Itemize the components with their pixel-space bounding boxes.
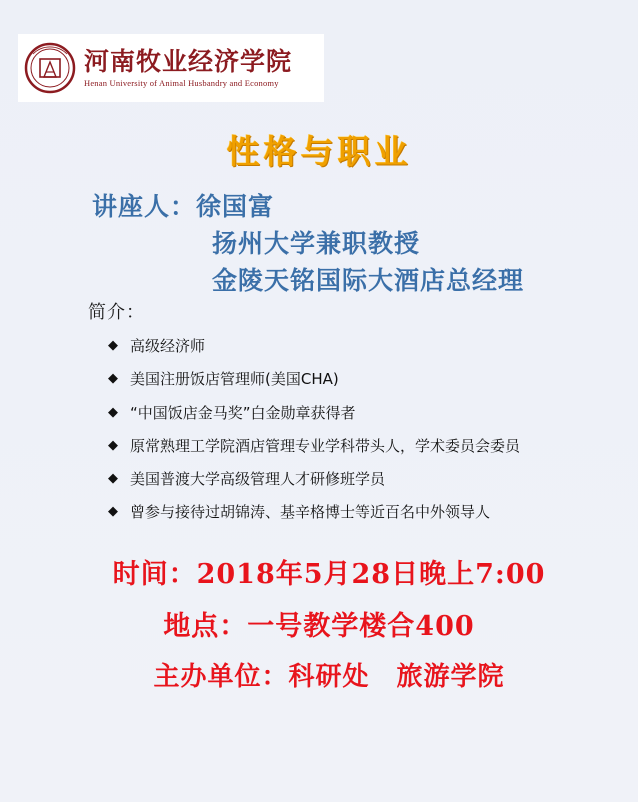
list-item-text: 曾参与接待过胡锦涛、基辛格博士等近百名中外领导人	[130, 503, 491, 522]
logo-name-en: Henan University of Animal Husbandry and Economy	[84, 78, 279, 89]
event-organizer: 主办单位：科研处 旅游学院	[153, 662, 505, 692]
intro-bullet-list	[108, 334, 568, 534]
university-logo	[18, 34, 324, 102]
list-item	[108, 500, 568, 524]
logo-name-cn: 河南牧业经济学院	[84, 46, 293, 76]
event-place: 地点：一号教学楼合400	[163, 611, 475, 642]
list-item	[108, 401, 568, 425]
diamond-bullet-icon: ◆	[108, 437, 118, 453]
list-item	[108, 334, 568, 358]
speaker-block	[92, 188, 524, 299]
list-item-text: 原常熟理工学院酒店管理专业学科带头人，学术委员会委员	[130, 436, 521, 455]
university-seal-icon	[24, 42, 76, 94]
event-time: 时间：2018年5月28日晚上7:00	[112, 559, 546, 590]
poster-title: 性格与职业	[226, 132, 412, 171]
list-item-text: 高级经济师	[130, 337, 206, 355]
list-item	[108, 434, 568, 458]
list-item	[108, 367, 568, 391]
list-item-text: 美国注册饭店管理师(美国CHA)	[130, 370, 339, 389]
speaker-title-line-2: 金陵天铭国际大酒店总经理	[212, 266, 525, 295]
intro-label: 简介：	[88, 302, 145, 323]
speaker-name-line: 讲座人：徐国富	[92, 192, 275, 221]
list-item-text: “中国饭店金马奖”白金勋章获得者	[130, 403, 356, 422]
speaker-title-line-1: 扬州大学兼职教授	[212, 229, 421, 258]
diamond-bullet-icon: ◆	[108, 338, 118, 353]
diamond-bullet-icon: ◆	[108, 504, 118, 520]
diamond-bullet-icon: ◆	[108, 404, 118, 420]
diamond-bullet-icon: ◆	[108, 471, 118, 486]
logo-text-block	[84, 48, 292, 89]
diamond-bullet-icon: ◆	[108, 371, 118, 387]
list-item-text: 美国普渡大学高级管理人才研修班学员	[130, 470, 386, 488]
list-item	[108, 467, 568, 491]
